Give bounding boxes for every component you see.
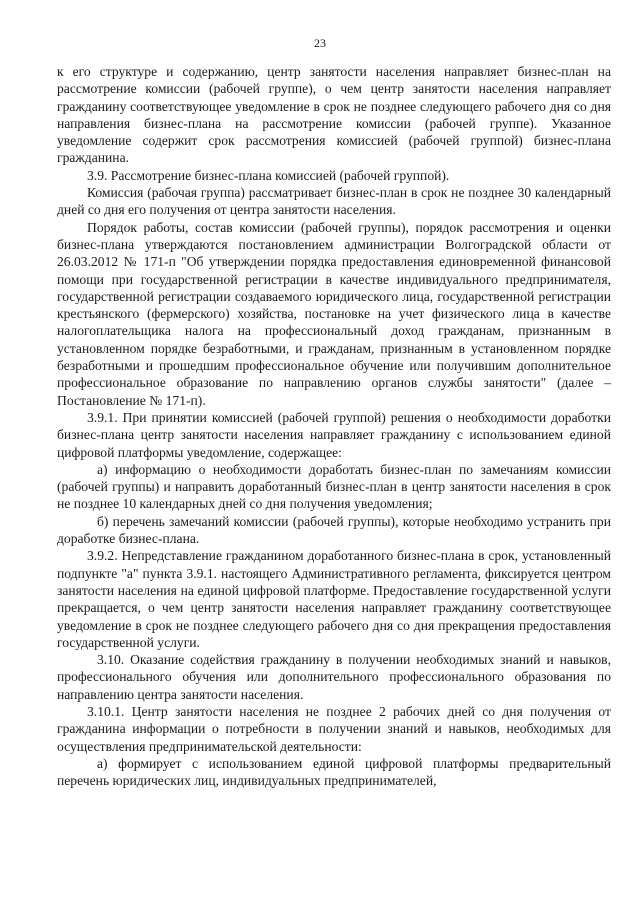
paragraph-item-a-forms-list: а) формирует с использованием единой цифровой платформы предварительный перечень юридических лиц, индивидуальных предпринимателей, xyxy=(57,755,611,789)
paragraph-item-b: б) перечень замечаний комиссии (рабочей группы), которые необходимо устранить при доработке бизнес-плана. xyxy=(57,513,611,547)
paragraph-commission-term: Комиссия (рабочая группа) рассматривает бизнес-план в срок не позднее 30 календарный дней со дня его получения от центра занятости населения. xyxy=(57,185,611,218)
paragraph-section-3-9-1: 3.9.1. При принятии комиссией (рабочей группой) решения о необходимости доработки бизнес-плана центр занятости населения направляет гражданину с использованием единой цифровой платформы уведомление, содержащее: xyxy=(57,409,611,460)
paragraph-procedure: Порядок работы, состав комиссии (рабочей группы), порядок рассмотрения и оценки бизнес-плана утверждаются постановлением администрации Волгоградской области от 26.03.2012 № 171-п "Об утверждении порядка предоставления единовременной финансовой помощи при государственной регистрации в качестве индивидуального предпринимателя, государственной регистрации создаваемого юридического лица, государственной регистрации крестьянского (фермерского) хозяйства, постановке на учет физического лица в качестве налогоплательщика налога на профессиональный доход гражданам, признанным в установленном порядке безработными, и гражданам, признанным в установленном порядке безработными и прошедшим профессиональное обучение или получившим дополнительное профессиональное образование по направлению органов службы занятости" (далее – Постановление № 171-п). xyxy=(57,219,611,408)
paragraph-section-3-9-2: 3.9.2. Непредставление гражданином доработанного бизнес-плана в срок, установленный подпункте "а" пункта 3.9.1. настоящего Административного регламента, фиксируется центром занятости населения на единой цифровой платформе. Предоставление государственной услуги прекращается, о чем центр занятости населения направляет гражданину соответствующее уведомление в срок не позднее следующего рабочего дня со дня прекращения предоставления государственной услуги. xyxy=(57,548,611,650)
paragraph-item-a: а) информацию о необходимости доработать бизнес-план по замечаниям комиссии (рабочей группы) и направить доработанный бизнес-план в центр занятости населения в срок не позднее 10 календарных дней со дня получения уведомления; xyxy=(57,461,611,512)
document-body xyxy=(57,63,611,791)
paragraph-continuation: к его структуре и содержанию, центр занятости населения направляет бизнес-план на рассмотрение комиссии (рабочей группе), о чем центр занятости населения направляет гражданину соответствующее уведомление в срок не позднее следующего рабочего дня со дня направления бизнес-плана на рассмотрение комиссии (рабочей группе). Указанное уведомление содержит срок рассмотрения комиссией (рабочей группой) бизнес-плана гражданина. xyxy=(57,64,611,166)
paragraph-section-3-10-1: 3.10.1. Центр занятости населения не позднее 2 рабочих дней со дня получения от гражданина информации о потребности в получении знаний и навыков, необходимых для осуществления предпринимательской деятельности: xyxy=(57,703,611,754)
page-number: 23 xyxy=(314,36,326,50)
paragraph-section-3-10: 3.10. Оказание содействия гражданину в получении необходимых знаний и навыков, профессионального обучения или дополнительного профессионального образования по направлению центра занятости населения. xyxy=(57,652,611,702)
paragraph-section-3-9: 3.9. Рассмотрение бизнес-плана комиссией (рабочей группой). xyxy=(87,167,450,183)
